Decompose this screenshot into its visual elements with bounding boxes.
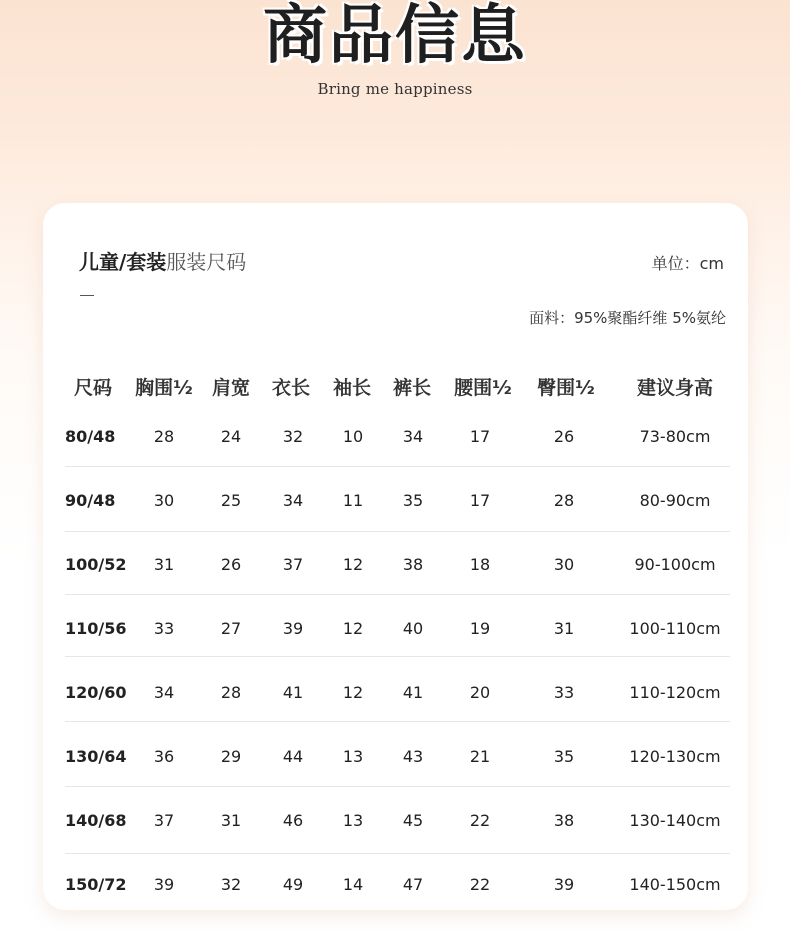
cell-waist: 22 <box>469 875 491 894</box>
cell-pants-length: 45 <box>402 811 424 830</box>
cell-waist: 20 <box>469 683 491 702</box>
cell-hip: 30 <box>553 555 575 574</box>
cell-top-length: 46 <box>282 811 304 830</box>
cell-sleeve: 11 <box>342 491 364 510</box>
header-size: 尺码 <box>73 377 113 399</box>
cell-waist: 22 <box>469 811 491 830</box>
banner-title: 商品信息 <box>263 0 527 73</box>
table-row <box>43 875 748 915</box>
table-row <box>43 427 748 467</box>
cell-waist: 21 <box>469 747 491 766</box>
cell-height: 140-150cm <box>629 875 721 894</box>
fabric-label: 面料：95%聚酯纤维 5%氨纶 <box>529 309 726 327</box>
banner-subtitle: Bring me happiness <box>317 80 473 98</box>
row-divider <box>65 466 730 467</box>
cell-top-length: 44 <box>282 747 304 766</box>
cell-height: 110-120cm <box>629 683 721 702</box>
table-row <box>43 683 748 723</box>
table-row <box>43 491 748 531</box>
cell-sleeve: 12 <box>342 619 364 638</box>
row-divider <box>65 594 730 595</box>
card-title <box>79 249 246 275</box>
table-row <box>43 555 748 595</box>
row-divider <box>65 656 730 657</box>
cell-shoulder: 32 <box>220 875 242 894</box>
cell-hip: 33 <box>553 683 575 702</box>
cell-chest: 31 <box>153 555 175 574</box>
cell-sleeve: 10 <box>342 427 364 446</box>
cell-hip: 38 <box>553 811 575 830</box>
cell-shoulder: 24 <box>220 427 242 446</box>
cell-size: 130/64 <box>65 747 127 766</box>
header-height: 建议身高 <box>636 377 714 399</box>
cell-sleeve: 13 <box>342 747 364 766</box>
cell-height: 130-140cm <box>629 811 721 830</box>
cell-shoulder: 31 <box>220 811 242 830</box>
header-shoulder: 肩宽 <box>211 377 251 399</box>
cell-pants-length: 41 <box>402 683 424 702</box>
cell-top-length: 37 <box>282 555 304 574</box>
card-title-label: 服装尺码 <box>166 250 247 274</box>
cell-hip: 35 <box>553 747 575 766</box>
cell-hip: 28 <box>553 491 575 510</box>
cell-height: 90-100cm <box>634 555 716 574</box>
cell-pants-length: 47 <box>402 875 424 894</box>
cell-top-length: 34 <box>282 491 304 510</box>
cell-pants-length: 40 <box>402 619 424 638</box>
cell-shoulder: 28 <box>220 683 242 702</box>
cell-size: 120/60 <box>65 683 127 702</box>
cell-top-length: 49 <box>282 875 304 894</box>
cell-pants-length: 43 <box>402 747 424 766</box>
cell-hip: 26 <box>553 427 575 446</box>
cell-pants-length: 35 <box>402 491 424 510</box>
cell-size: 80/48 <box>65 427 116 446</box>
cell-hip: 39 <box>553 875 575 894</box>
cell-chest: 37 <box>153 811 175 830</box>
cell-chest: 33 <box>153 619 175 638</box>
cell-chest: 34 <box>153 683 175 702</box>
cell-hip: 31 <box>553 619 575 638</box>
header-sleeve: 袖长 <box>332 377 372 399</box>
cell-height: 100-110cm <box>629 619 721 638</box>
cell-height: 80-90cm <box>639 491 711 510</box>
cell-chest: 28 <box>153 427 175 446</box>
table-row <box>43 619 748 659</box>
header-pants-length: 裤长 <box>392 377 432 399</box>
cell-sleeve: 14 <box>342 875 364 894</box>
cell-chest: 39 <box>153 875 175 894</box>
row-divider <box>65 853 730 854</box>
cell-size: 150/72 <box>65 875 127 894</box>
cell-size: 110/56 <box>65 619 127 638</box>
card-title-category: 儿童/套装 <box>79 250 167 274</box>
cell-top-length: 32 <box>282 427 304 446</box>
cell-size: 100/52 <box>65 555 127 574</box>
cell-size: 90/48 <box>65 491 116 510</box>
header-hip: 臀围½ <box>537 377 595 399</box>
cell-waist: 17 <box>469 427 491 446</box>
title-dash-divider <box>80 295 94 296</box>
cell-shoulder: 27 <box>220 619 242 638</box>
cell-chest: 36 <box>153 747 175 766</box>
cell-sleeve: 13 <box>342 811 364 830</box>
cell-pants-length: 34 <box>402 427 424 446</box>
cell-size: 140/68 <box>65 811 127 830</box>
cell-sleeve: 12 <box>342 555 364 574</box>
cell-shoulder: 26 <box>220 555 242 574</box>
row-divider <box>65 531 730 532</box>
cell-waist: 17 <box>469 491 491 510</box>
cell-pants-length: 38 <box>402 555 424 574</box>
header-chest: 胸围½ <box>135 377 193 399</box>
table-header-row <box>43 373 748 403</box>
row-divider <box>65 786 730 787</box>
cell-height: 73-80cm <box>639 427 711 446</box>
cell-top-length: 39 <box>282 619 304 638</box>
cell-sleeve: 12 <box>342 683 364 702</box>
table-row <box>43 811 748 851</box>
cell-shoulder: 25 <box>220 491 242 510</box>
header-top-length: 衣长 <box>271 377 311 399</box>
cell-top-length: 41 <box>282 683 304 702</box>
header-waist: 腰围½ <box>454 377 512 399</box>
row-divider <box>65 721 730 722</box>
cell-chest: 30 <box>153 491 175 510</box>
cell-waist: 18 <box>469 555 491 574</box>
cell-height: 120-130cm <box>629 747 721 766</box>
cell-shoulder: 29 <box>220 747 242 766</box>
size-chart-card <box>43 203 748 910</box>
cell-waist: 19 <box>469 619 491 638</box>
unit-label: 单位：cm <box>651 254 724 273</box>
table-row <box>43 747 748 787</box>
